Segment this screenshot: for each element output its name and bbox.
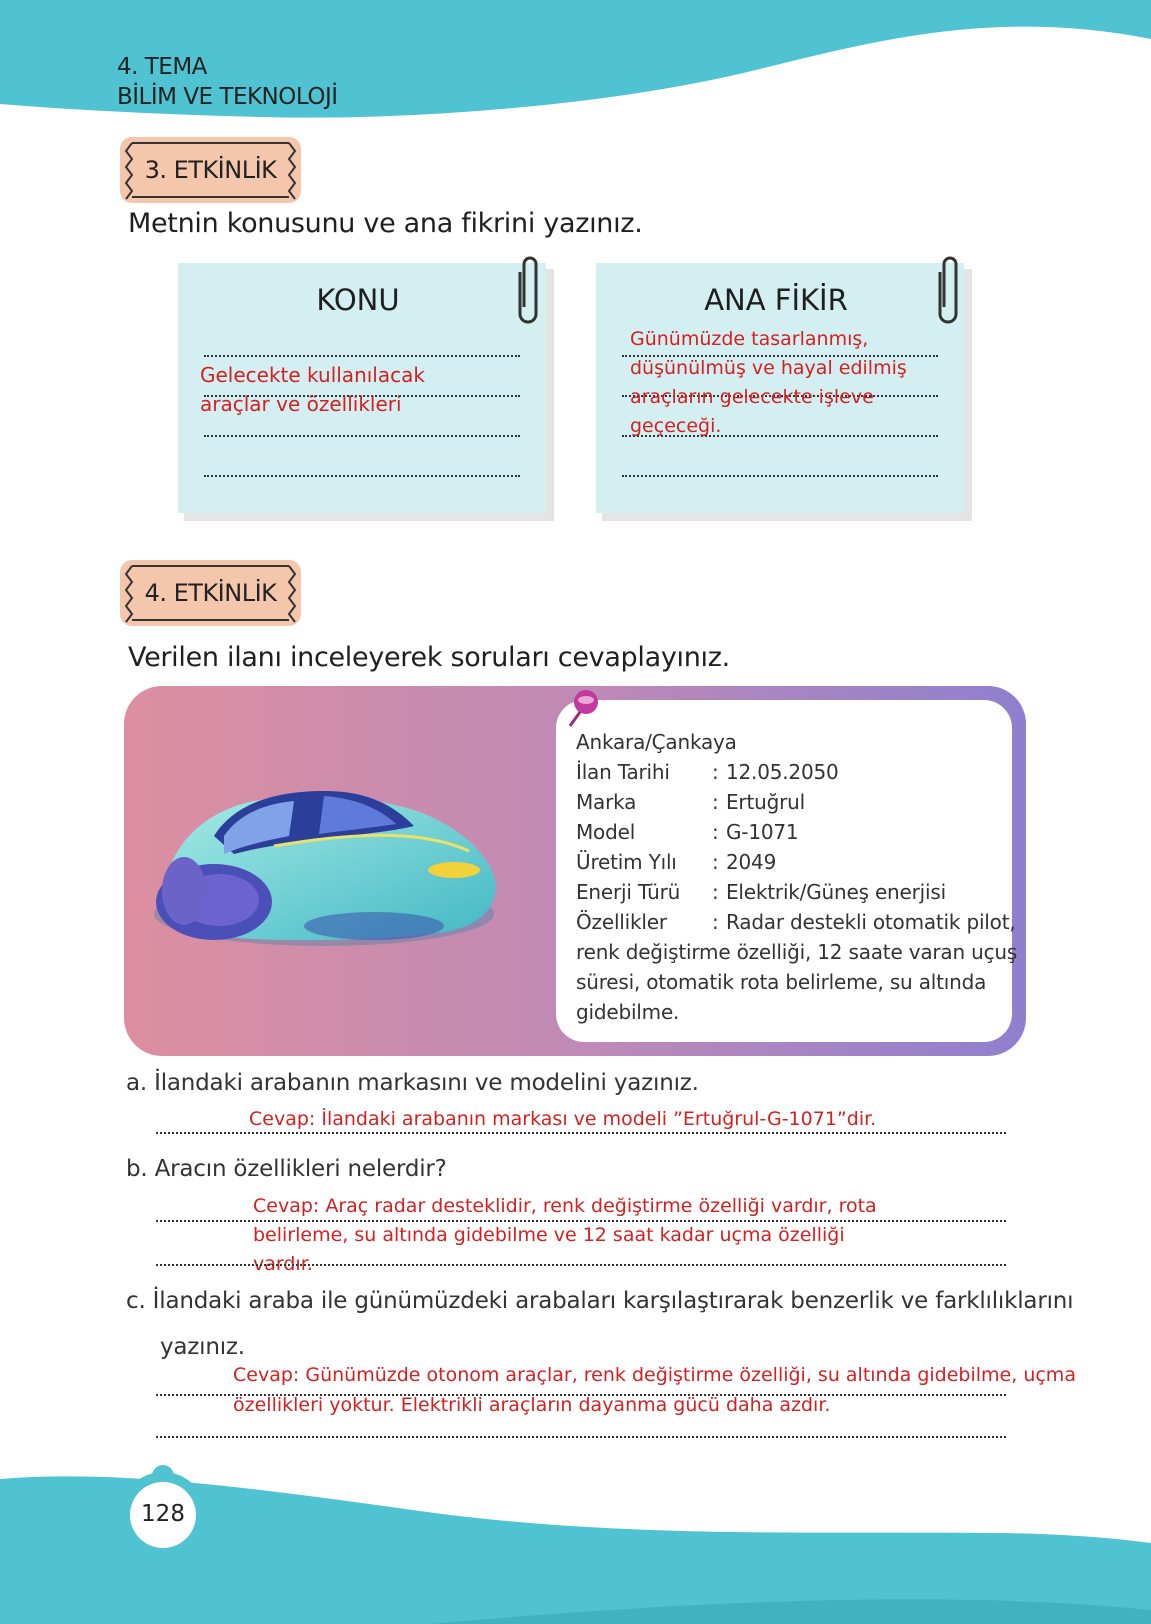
activity-tag-label: 4. ETKİNLİK	[144, 579, 277, 607]
ad-field-key: Marka	[576, 790, 637, 814]
paperclip-icon	[932, 252, 962, 327]
answer-line	[156, 1132, 1006, 1134]
ad-field-value: 2049	[726, 850, 777, 874]
paperclip-icon	[512, 252, 542, 327]
konu-title: KONU	[316, 283, 400, 317]
ana-fikir-answer	[630, 325, 907, 441]
question-b: b. Aracın özellikleri nelerdir?	[126, 1156, 447, 1182]
konu-answer	[200, 361, 425, 419]
answer-b-line-3: vardır.	[253, 1253, 313, 1275]
ad-field-value: Elektrik/Güneş enerjisi	[726, 880, 946, 904]
ad-location: Ankara/Çankaya	[576, 730, 737, 754]
answer-c-line-2: özellikleri yoktur. Elektrikli araçların dayanma gücü daha azdır.	[233, 1394, 831, 1416]
question-c-cont: yazınız.	[160, 1334, 245, 1360]
question-a: a. İlandaki arabanın markasını ve modelini yazınız.	[126, 1070, 699, 1096]
ad-field-key: Model	[576, 820, 636, 844]
ad-field: İlan Tarihi : 12.05.2050	[576, 760, 839, 784]
answer-line	[156, 1264, 1006, 1266]
ad-features-cont: süresi, otomatik rota belirleme, su altında	[576, 970, 987, 994]
konu-answer-line-2: araçlar ve özellikleri	[200, 392, 402, 416]
activity3-instruction: Metnin konusunu ve ana fikrini yazınız.	[128, 208, 643, 239]
footer-wave	[0, 1460, 1151, 1624]
activity-tag	[118, 558, 303, 628]
konu-note	[178, 263, 558, 525]
ad-field: Enerji Türü : Elektrik/Güneş enerjisi	[576, 880, 946, 904]
ad-banner	[124, 686, 1026, 1056]
question-c: c. İlandaki araba ile günümüzdeki arabaları karşılaştırarak benzerlik ve farklılıklarını	[126, 1288, 1074, 1314]
ad-field-value: G-1071	[726, 820, 799, 844]
answer-a: Cevap: İlandaki arabanın markası ve modeli ”Ertuğrul-G-1071”dir.	[249, 1108, 877, 1130]
activity-tag	[118, 135, 303, 205]
theme-number: 4. TEMA	[117, 54, 207, 80]
answer-line	[204, 355, 520, 357]
ana-fikir-title: ANA FİKİR	[704, 283, 848, 317]
ad-field-key: İlan Tarihi	[576, 760, 670, 784]
ad-field-value: 12.05.2050	[726, 760, 839, 784]
ad-field: Marka : Ertuğrul	[576, 790, 805, 814]
answer-b-line-1: Cevap: Araç radar desteklidir, renk değiştirme özelliği vardır, rota	[253, 1195, 877, 1217]
ad-field: Özellikler : Radar destekli otomatik pilot,	[576, 910, 1016, 934]
activity-tag-label: 3. ETKİNLİK	[144, 156, 277, 184]
ana-fikir-answer-line-1: Günümüzde tasarlanmış,	[630, 328, 869, 350]
ad-field-value: Radar destekli otomatik pilot,	[726, 910, 1016, 934]
answer-line	[156, 1220, 1006, 1222]
answer-c-line-1: Cevap: Günümüzde otonom araçlar, renk değiştirme özelliği, su altında gidebilme, uçma	[233, 1364, 1076, 1386]
ad-features-cont: renk değiştirme özelliği, 12 saate varan uçuş	[576, 940, 1018, 964]
ad-field-key: Özellikler	[576, 910, 667, 934]
answer-line	[622, 475, 938, 477]
ad-field: Üretim Yılı : 2049	[576, 850, 777, 874]
activity4-instruction: Verilen ilanı inceleyerek soruları cevaplayınız.	[128, 642, 730, 673]
ana-fikir-note	[596, 263, 976, 525]
answer-b-line-2: belirleme, su altında gidebilme ve 12 saat kadar uçma özelliği	[253, 1224, 845, 1246]
ana-fikir-answer-line-4: geçeceği.	[630, 415, 722, 437]
konu-answer-line-1: Gelecekte kullanılacak	[200, 363, 425, 387]
page-number: 128	[141, 1501, 185, 1527]
ana-fikir-answer-line-3: araçların gelecekte işleve	[630, 386, 874, 408]
answer-line	[156, 1436, 1006, 1438]
ad-field-value: Ertuğrul	[726, 790, 805, 814]
answer-line	[204, 435, 520, 437]
ana-fikir-answer-line-2: düşünülmüş ve hayal edilmiş	[630, 357, 907, 379]
ad-field-key: Üretim Yılı	[576, 850, 677, 874]
ad-field-key: Enerji Türü	[576, 880, 681, 904]
ad-field: Model : G-1071	[576, 820, 799, 844]
theme-title: BİLİM VE TEKNOLOJİ	[117, 84, 338, 110]
ad-features-cont: gidebilme.	[576, 1000, 680, 1024]
answer-line	[204, 475, 520, 477]
